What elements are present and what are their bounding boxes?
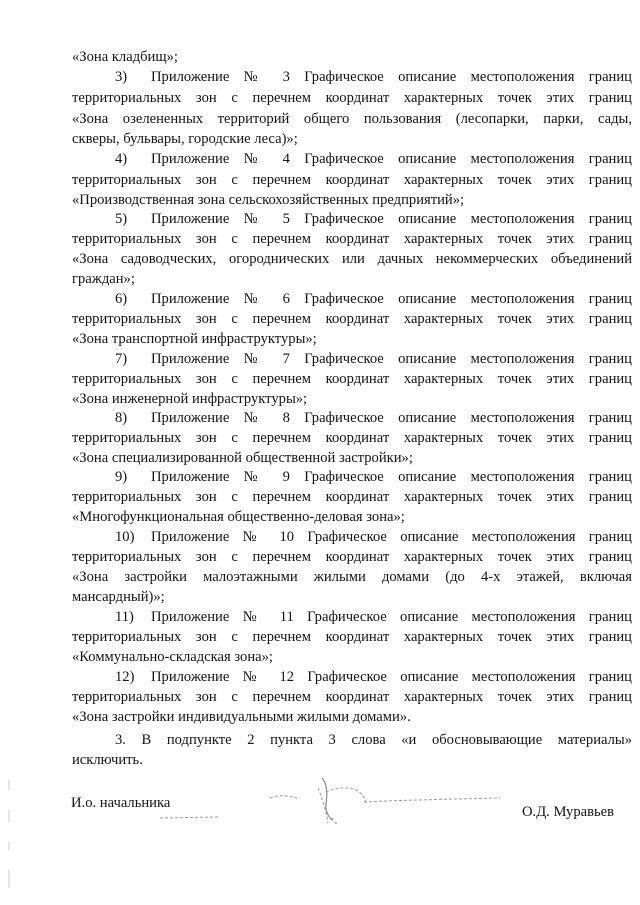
list-item-12-line2: территориальных зон с перечнем координат характерных точек этих границ xyxy=(72,689,632,705)
list-item-11-line1 xyxy=(115,607,632,627)
item-text: Приложение № 12 Графическое описание местоположения границ xyxy=(151,669,632,685)
list-item-8-line2: территориальных зон с перечнем координат характерных точек этих границ xyxy=(72,430,632,446)
item-text: Приложение № 4 Графическое описание местоположения границ xyxy=(151,151,632,167)
item-number: 8) xyxy=(115,410,128,426)
list-item-4-line2: территориальных зон с перечнем координат характерных точек этих границ xyxy=(72,172,632,188)
item-text: Приложение № 3 Графическое описание местоположения границ xyxy=(151,69,632,85)
list-item-12-line1 xyxy=(115,667,632,687)
list-item-11-line2: территориальных зон с перечнем координат характерных точек этих границ xyxy=(72,629,632,645)
list-item-6-line3: «Зона транспортной инфраструктуры»; xyxy=(72,331,317,347)
opening-line: «Зона кладбищ»; xyxy=(72,49,178,65)
list-item-10-line3: «Зона застройки малоэтажными жилыми домами (до 4-х этажей, включая xyxy=(72,569,632,585)
item-number: 6) xyxy=(115,291,128,307)
list-item-7-line3: «Зона инженерной инфраструктуры»; xyxy=(72,391,308,407)
list-item-8-line3: «Зона специализированной общественной застройки»; xyxy=(72,450,413,466)
item-number: 9) xyxy=(115,469,128,485)
list-item-10-line1 xyxy=(115,527,632,547)
list-item-5-line4: граждан»; xyxy=(72,271,135,287)
list-item-10-line2: территориальных зон с перечнем координат характерных точек этих границ xyxy=(72,549,632,565)
item-number: 7) xyxy=(115,351,128,367)
clause-3-line1: 3. В подпункте 2 пункта 3 слова «и обосновывающие материалы» xyxy=(115,732,632,748)
item-number: 5) xyxy=(115,211,128,227)
list-item-4-line1 xyxy=(115,149,632,169)
list-item-3-line2: территориальных зон с перечнем координат характерных точек этих границ xyxy=(72,90,632,106)
item-number: 4) xyxy=(115,151,128,167)
list-item-6-line2: территориальных зон с перечнем координат характерных точек этих границ xyxy=(72,311,632,327)
item-text: Приложение № 10 Графическое описание местоположения границ xyxy=(151,529,632,545)
list-item-9-line3: «Многофункциональная общественно-деловая зона»; xyxy=(72,509,405,525)
item-text: Приложение № 7 Графическое описание местоположения границ xyxy=(151,351,632,367)
list-item-10-line4: мансардный)»; xyxy=(72,589,165,605)
margin-scan-marks xyxy=(6,780,14,890)
handwritten-signature xyxy=(150,768,510,828)
list-item-7-line1 xyxy=(115,349,632,369)
list-item-3-line4: скверы, бульвары, городские леса)»; xyxy=(72,131,298,147)
list-item-4-line3: «Производственная зона сельскохозяйственных предприятий»; xyxy=(72,192,465,208)
list-item-3-line3: «Зона озелененных территорий общего пользования (лесопарки, парки, сады, xyxy=(72,111,632,127)
list-item-9-line1 xyxy=(115,467,632,487)
list-item-7-line2: территориальных зон с перечнем координат характерных точек этих границ xyxy=(72,371,632,387)
list-item-5-line3: «Зона садоводческих, огороднических или дачных некоммерческих объединений xyxy=(72,251,632,267)
item-number: 12) xyxy=(115,669,135,685)
item-text: Приложение № 11 Графическое описание местоположения границ xyxy=(151,609,632,625)
item-text: Приложение № 9 Графическое описание местоположения границ xyxy=(151,469,632,485)
list-item-3-line1 xyxy=(115,67,632,87)
list-item-11-line3: «Коммунально-складская зона»; xyxy=(72,649,273,665)
list-item-9-line2: территориальных зон с перечнем координат характерных точек этих границ xyxy=(72,489,632,505)
list-item-5-line1 xyxy=(115,209,632,229)
item-text: Приложение № 6 Графическое описание местоположения границ xyxy=(151,291,632,307)
signatory-title: И.о. начальника xyxy=(71,795,171,811)
item-number: 11) xyxy=(115,609,134,625)
item-text: Приложение № 5 Графическое описание местоположения границ xyxy=(151,211,632,227)
list-item-6-line1 xyxy=(115,289,632,309)
item-number: 10) xyxy=(115,529,135,545)
clause-3-line2: исключить. xyxy=(72,752,143,768)
item-text: Приложение № 8 Графическое описание местоположения границ xyxy=(151,410,632,426)
signatory-name: О.Д. Муравьев xyxy=(522,804,615,820)
list-item-8-line1 xyxy=(115,408,632,428)
list-item-5-line2: территориальных зон с перечнем координат характерных точек этих границ xyxy=(72,231,632,247)
list-item-12-line3: «Зона застройки индивидуальными жилыми домами». xyxy=(72,709,411,725)
item-number: 3) xyxy=(115,69,128,85)
